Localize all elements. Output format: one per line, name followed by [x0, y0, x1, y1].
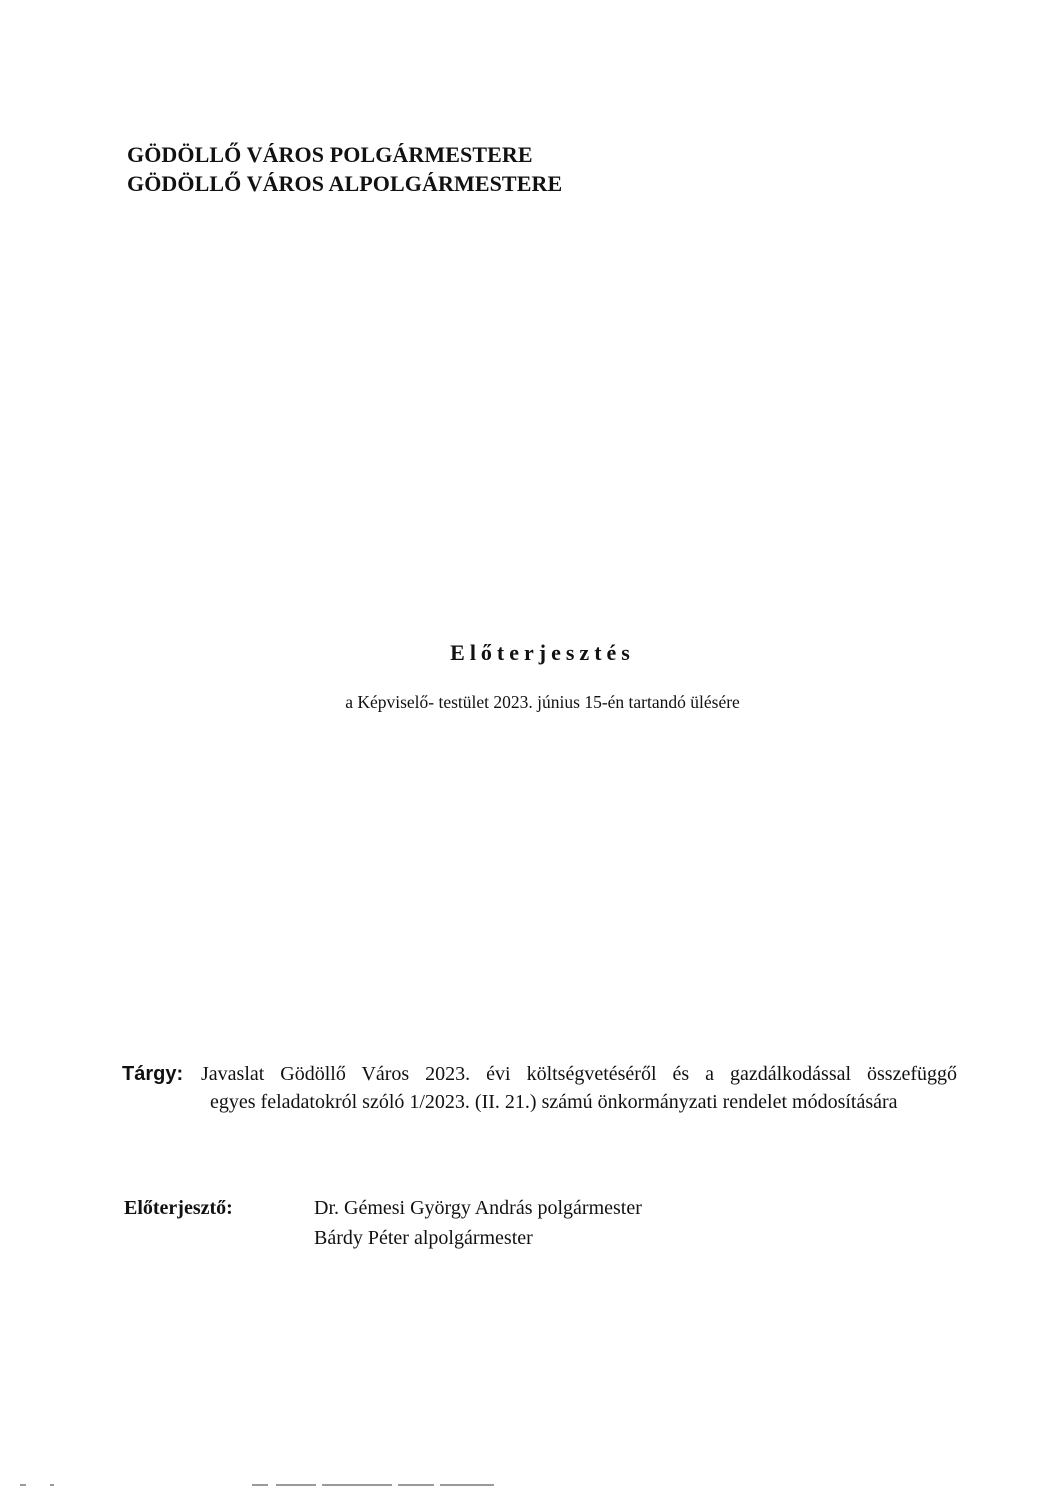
issuer-header — [127, 140, 562, 198]
issuer-line-deputy-mayor: GÖDÖLLŐ VÁROS ALPOLGÁRMESTERE — [127, 171, 563, 196]
document-subtitle: a Képviselő- testület 2023. június 15-én tartandó ülésére — [345, 692, 740, 712]
scan-mark — [20, 1484, 26, 1486]
scan-footer-marks — [20, 1480, 500, 1490]
presenter-names — [314, 1193, 642, 1253]
scan-mark — [276, 1484, 316, 1486]
subject-text-rest: egyes feladatokról szóló 1/2023. (II. 21.) számú önkormányzati rendelet módosítására — [210, 1091, 898, 1113]
scan-mark — [252, 1484, 268, 1486]
subject-label: Tárgy: — [122, 1063, 184, 1085]
presenter-name-mayor: Dr. Gémesi György András polgármester — [314, 1197, 642, 1219]
scan-mark — [50, 1484, 54, 1486]
scan-mark — [322, 1484, 392, 1486]
presenter-name-deputy-mayor: Bárdy Péter alpolgármester — [314, 1227, 533, 1249]
scan-mark — [398, 1484, 434, 1486]
document-title: Előterjesztés — [450, 640, 635, 665]
scan-mark — [440, 1484, 494, 1486]
presenter-label: Előterjesztő: — [124, 1197, 233, 1219]
subject-text-line1: Javaslat Gödöllő Város 2023. évi költségvetéséről és a gazdálkodással összefüggő — [201, 1063, 957, 1085]
issuer-line-mayor: GÖDÖLLŐ VÁROS POLGÁRMESTERE — [127, 142, 533, 167]
